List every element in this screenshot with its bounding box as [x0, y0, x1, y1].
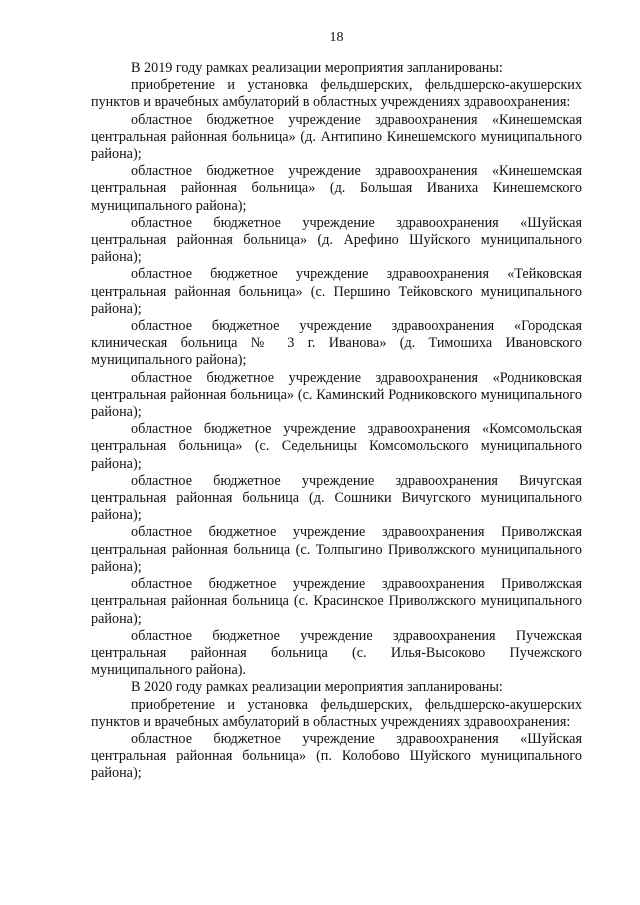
- paragraph-plan-2019: В 2019 году рамках реализации мероприятия запланированы:: [131, 60, 503, 76]
- paragraph-komsomolsk-sedelnitsy: областное бюджетное учреждение здравоохранения «Комсомольская центральная больница» (с. Седельницы Комсомольского муниципального района);: [91, 421, 582, 472]
- paragraph-rodniki-kaminsky: областное бюджетное учреждение здравоохранения «Родниковская центральная районная больница» (с. Каминский Родниковского муниципального района);: [91, 369, 582, 421]
- paragraph-plan-2020: В 2020 году рамках реализации мероприятия запланированы:: [131, 679, 503, 696]
- paragraph-kineshma-bolshaya-ivanikha: областное бюджетное учреждение здравоохранения «Кинешемская центральная районная больница» (д. Большая Иваниха Кинешемского муниципального района);: [91, 163, 582, 214]
- page-number: 18: [329, 30, 344, 45]
- paragraph-acquisition-2019: приобретение и установка фельдшерских, фельдшерско-акушерских пунктов и врачебных амбулаторий в областных учреждениях здравоохранения:: [91, 77, 582, 111]
- paragraph-acquisition-2020: приобретение и установка фельдшерских, фельдшерско-акушерских пунктов и врачебных амбулаторий в областных учреждениях здравоохранения:: [91, 696, 582, 730]
- paragraph-privolzhsk-tolpygino: областное бюджетное учреждение здравоохранения Приволжская центральная районная больница (с. Толпыгино Приволжского муниципального района);: [91, 524, 582, 575]
- paragraph-privolzhsk-krasinskoe: областное бюджетное учреждение здравоохранения Приволжская центральная районная больница (с. Красинское Приволжского муниципального района);: [91, 576, 582, 627]
- paragraph-ivanovo-timoshikha: областное бюджетное учреждение здравоохранения «Городская клиническая больница № 3 г. Иванова» (д. Тимошиха Ивановского муниципального района);: [91, 318, 582, 369]
- paragraph-vichuga-soshniki: областное бюджетное учреждение здравоохранения Вичугская центральная районная больница (д. Сошники Вичугского муниципального района);: [91, 472, 582, 524]
- paragraph-teykovo-pershino: областное бюджетное учреждение здравоохранения «Тейковская центральная районная больница» (с. Першино Тейковского муниципального района);: [91, 266, 582, 317]
- document-body: [91, 60, 582, 783]
- paragraph-kineshma-antipino: областное бюджетное учреждение здравоохранения «Кинешемская центральная районная больница» (д. Антипино Кинешемского муниципального района);: [91, 111, 582, 163]
- paragraph-shuya-kolobovo: областное бюджетное учреждение здравоохранения «Шуйская центральная районная больница» (п. Колобово Шуйского муниципального района);: [91, 730, 582, 782]
- paragraph-shuya-arefino: областное бюджетное учреждение здравоохранения «Шуйская центральная районная больница» (д. Арефино Шуйского муниципального района);: [91, 214, 582, 266]
- paragraph-puchezh-ilya-vysokovo: областное бюджетное учреждение здравоохранения Пучежская центральная районная больница (с. Илья-Высоково Пучежского муниципального района).: [91, 627, 582, 679]
